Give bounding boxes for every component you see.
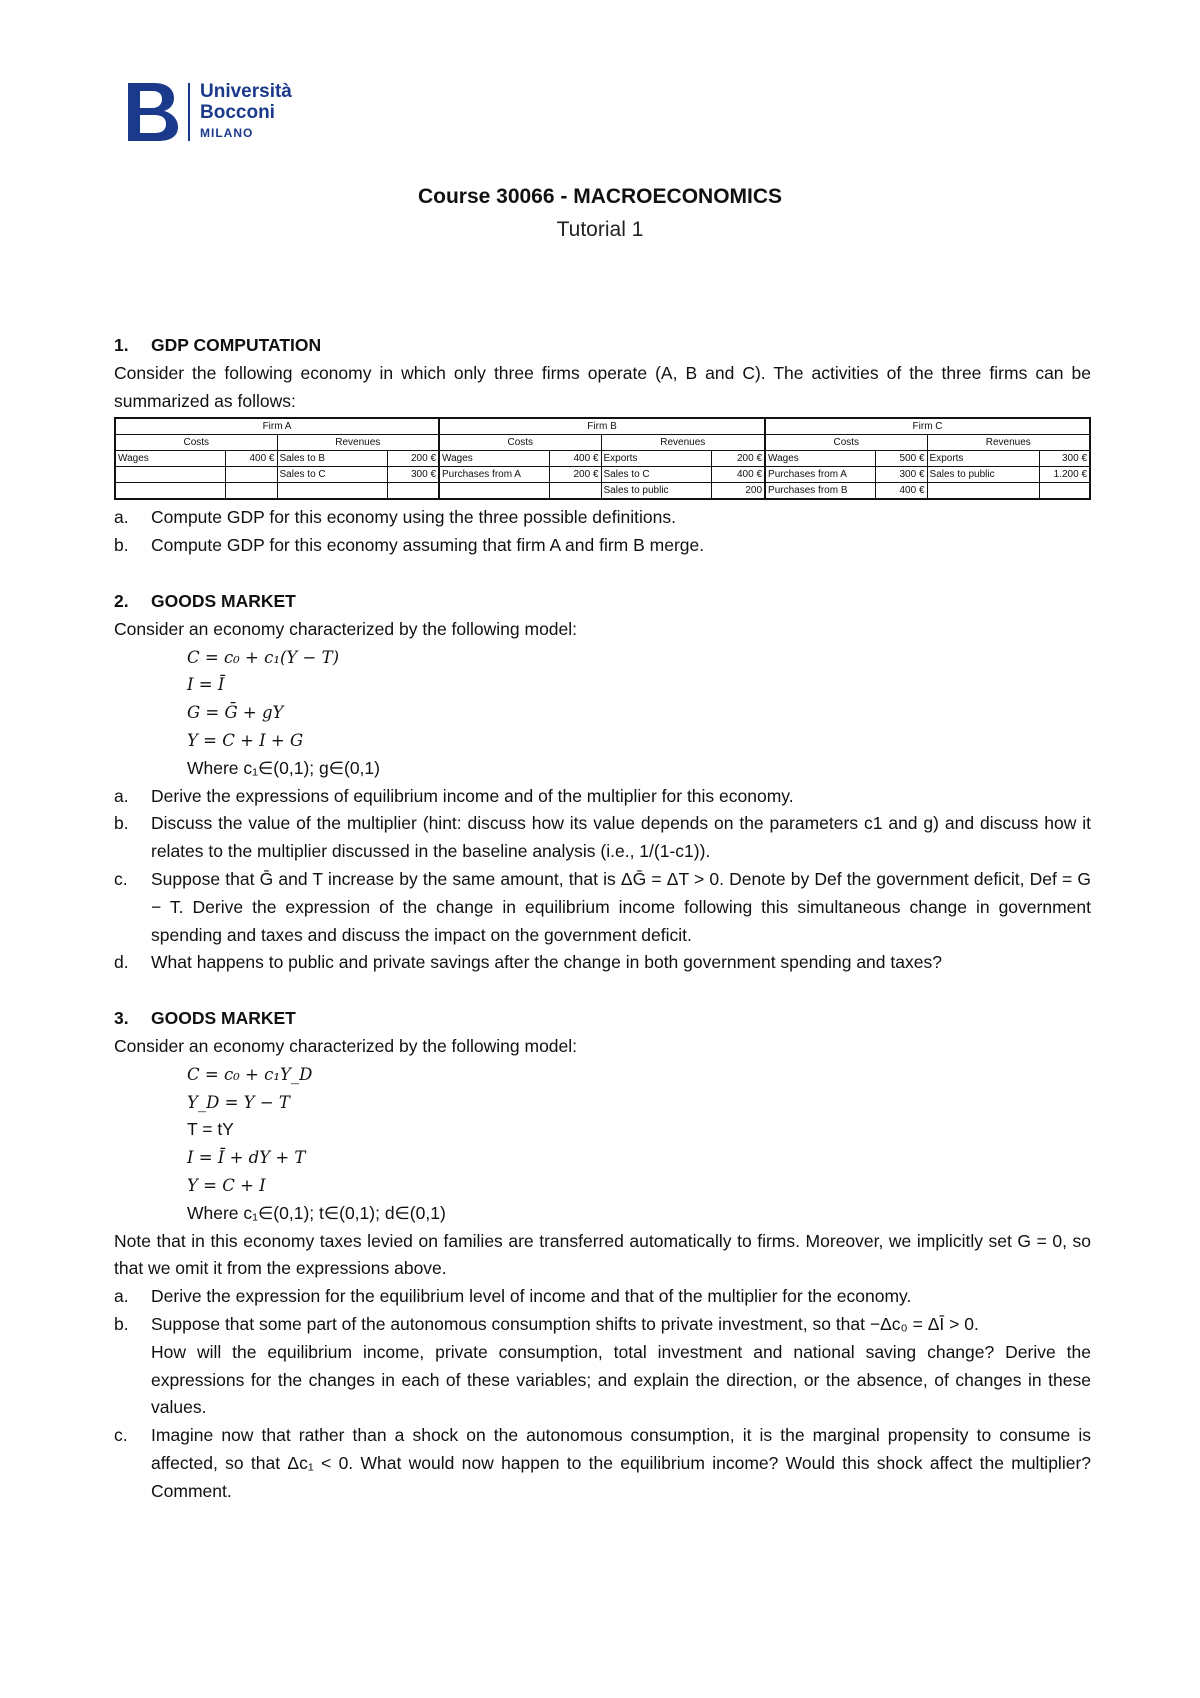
section-title: GDP COMPUTATION: [151, 335, 322, 355]
question-text: What happens to public and private savings after the change in both government spending and taxes?: [151, 952, 942, 973]
table-cell: Sales to B: [277, 451, 387, 467]
question-label: b.: [114, 535, 129, 556]
question-label: c.: [114, 868, 128, 889]
question-label: a.: [114, 507, 129, 528]
table-row: [115, 483, 1090, 500]
section-title: GOODS MARKET: [151, 590, 296, 611]
table-cell: Wages: [765, 451, 875, 467]
table-cell: [225, 483, 277, 500]
equation-disposable-income: Y_D = Y − T: [187, 1092, 290, 1112]
question-3b: [114, 1311, 1091, 1422]
firm-b-header: Firm B: [439, 418, 765, 435]
costs-header: Costs: [765, 435, 927, 451]
question-text: Compute GDP for this economy assuming that firm A and firm B merge.: [151, 535, 705, 556]
question-2a: [114, 783, 1091, 811]
where-text: Where c₁∈(0,1); t∈(0,1); d∈(0,1): [187, 1202, 446, 1223]
section-number: 1.: [114, 335, 129, 355]
question-text: Imagine now that rather than a shock on the autonomous consumption, it is the marginal propensity to consume is affected, so that Δc₁ < 0. What would now happen to the equilibrium income? Would this shock affect the multiplier? Comment.: [151, 1425, 1091, 1501]
table-cell: [115, 483, 225, 500]
page-title: Course 30066 - MACROECONOMICS: [417, 185, 783, 208]
question-text: Derive the expressions of equilibrium income and of the multiplier for this economy.: [151, 785, 794, 806]
table-cell: Sales to public: [927, 467, 1039, 483]
gdp-firms-table: [114, 417, 1091, 500]
table-cell: Exports: [927, 451, 1039, 467]
logo-university: Università: [200, 81, 292, 102]
table-cell: [1039, 483, 1090, 500]
question-text-part2: How will the equilibrium income, private consumption, total investment and national saving change? Derive the expressions for the changes in each of these variables; and explain the direction, or the absence, of changes in these values.: [151, 1341, 1091, 1418]
question-3c: [114, 1422, 1091, 1505]
table-cell: 200 €: [711, 451, 765, 467]
table-cell: Purchases from A: [439, 467, 549, 483]
costs-header: Costs: [115, 435, 277, 451]
table-cell: [115, 467, 225, 483]
table-cell: Sales to C: [601, 467, 711, 483]
table-cell: [927, 483, 1039, 500]
equation-government: G = Ḡ + gY: [187, 703, 284, 723]
table-cell: 200 €: [387, 451, 439, 467]
where-text: Where c₁∈(0,1); g∈(0,1): [187, 757, 380, 778]
table-cell: Wages: [439, 451, 549, 467]
table-cell: [387, 483, 439, 500]
revenues-header: Revenues: [601, 435, 765, 451]
equation-taxes: [114, 1116, 1091, 1144]
section-2-heading: [114, 588, 1091, 616]
table-cell: Sales to public: [601, 483, 711, 500]
section-number: 3.: [114, 1008, 129, 1029]
costs-header: Costs: [439, 435, 601, 451]
table-cell: 300 €: [875, 467, 927, 483]
page-subtitle: Tutorial 1: [556, 218, 644, 241]
question-3a: [114, 1283, 1091, 1311]
question-1b: [114, 532, 1091, 560]
table-row: [115, 451, 1090, 467]
table-cell: 300 €: [387, 467, 439, 483]
revenues-header: Revenues: [927, 435, 1090, 451]
question-text: Discuss the value of the multiplier (hint: discuss how its value depends on the parameters c1 and g) and discuss how it relates to the multiplier discussed in the baseline analysis (i.e., 1/(1-c1)).: [151, 813, 1091, 862]
firm-c-header: Firm C: [765, 418, 1090, 435]
question-label: d.: [114, 952, 129, 973]
equation-income: Y = C + I + G: [187, 730, 304, 750]
question-text: Compute GDP for this economy using the three possible definitions.: [151, 507, 676, 528]
section-3-note: Note that in this economy taxes levied on families are transferred automatically to firms. Moreover, we implicitly set G = 0, so that we omit it from the expressions above.: [114, 1230, 1091, 1279]
question-2d: [114, 949, 1091, 977]
question-text: Suppose that Ḡ and T increase by the same amount, that is ΔḠ = ΔT > 0. Denote by Def the government deficit, Def = G − T. Derive the expression of the change in equilibrium income following this simultaneous change in government spending and taxes and discuss the impact on the government deficit.: [151, 868, 1091, 945]
table-cell: 400 €: [225, 451, 277, 467]
equation-income: Y = C + I: [187, 1175, 266, 1195]
question-label: c.: [114, 1425, 128, 1446]
section-number: 2.: [114, 590, 129, 611]
table-cell: 400 €: [711, 467, 765, 483]
section-3-heading: [114, 1005, 1091, 1033]
table-cell: 500 €: [875, 451, 927, 467]
question-label: b.: [114, 1313, 129, 1334]
table-cell: [225, 467, 277, 483]
table-cell: [549, 483, 601, 500]
logo-bocconi: Bocconi: [200, 102, 275, 123]
section-1-heading: [114, 332, 1091, 360]
table-cell: Purchases from A: [765, 467, 875, 483]
table-cell: 200 €: [549, 467, 601, 483]
logo-text: [200, 81, 292, 143]
section-3-intro: Consider an economy characterized by the following model:: [114, 1035, 578, 1056]
table-costs-revenues-row: [115, 435, 1090, 451]
bocconi-logo: [124, 80, 292, 144]
question-text-part1: Suppose that some part of the autonomous consumption shifts to private investment, so that −Δc₀ = ΔĪ > 0.: [151, 1313, 979, 1334]
equation-consumption: C = c₀ + c₁Y_D: [187, 1064, 313, 1084]
document-body: [114, 332, 1091, 1505]
spacer: [114, 560, 1091, 588]
question-label: a.: [114, 1286, 129, 1307]
equation-where: [114, 755, 1091, 783]
table-cell: [439, 483, 549, 500]
table-firm-header-row: [115, 418, 1090, 435]
question-label: a.: [114, 785, 129, 806]
table-cell: Exports: [601, 451, 711, 467]
question-text: Derive the expression for the equilibrium level of income and that of the multiplier for the economy.: [151, 1286, 912, 1307]
table-cell: 300 €: [1039, 451, 1090, 467]
table-row: [115, 467, 1090, 483]
table-cell: [277, 483, 387, 500]
equation-investment: I = Ī + dY + T: [187, 1148, 306, 1168]
table-cell: 200: [711, 483, 765, 500]
question-label: b.: [114, 813, 129, 834]
bocconi-b-logo-icon: [124, 81, 180, 143]
table-cell: 400 €: [549, 451, 601, 467]
spacer: [114, 977, 1091, 1005]
question-text: [151, 1311, 1091, 1422]
table-cell: Sales to C: [277, 467, 387, 483]
equation-consumption: C = c₀ + c₁(Y − T): [187, 647, 340, 667]
table-cell: 400 €: [875, 483, 927, 500]
question-2b: [114, 810, 1091, 866]
revenues-header: Revenues: [277, 435, 439, 451]
table-cell: Wages: [115, 451, 225, 467]
equation-where: [114, 1200, 1091, 1228]
question-2c: [114, 866, 1091, 949]
logo-milano: MILANO: [200, 126, 254, 140]
equation-investment: I = Ī: [187, 675, 225, 695]
section-title: GOODS MARKET: [151, 1008, 296, 1029]
table-cell: Purchases from B: [765, 483, 875, 500]
taxes-text: T = tY: [187, 1119, 234, 1140]
logo-divider: [188, 83, 190, 141]
question-1a: [114, 504, 1091, 532]
table-cell: 1.200 €: [1039, 467, 1090, 483]
section-2-intro: Consider an economy characterized by the following model:: [114, 618, 578, 639]
section-1-intro: Consider the following economy in which only three firms operate (A, B and C). The activities of the three firms can be summarized as follows:: [114, 362, 1091, 411]
firm-a-header: Firm A: [115, 418, 439, 435]
